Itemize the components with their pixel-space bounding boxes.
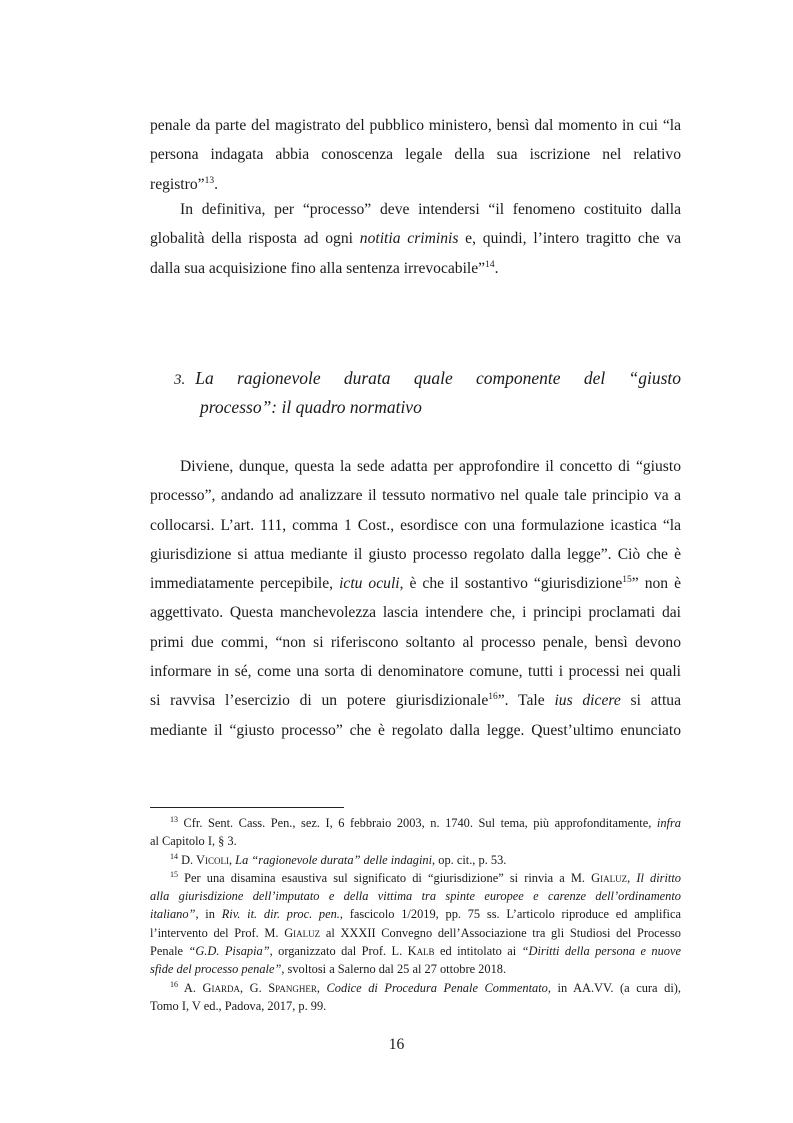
text-line: si ravvisa l’esercizio di un potere giurisdizionale$^{16}$”. Tale ius dicere si attua	[150, 692, 681, 710]
text-line: collocarsi. L’art. 111, comma 1 Cost., esordisce con una formulazione icastica “la	[150, 516, 681, 534]
text-line: dalla sua acquisizione fino alla sentenza irrevocabile”$^{14}$.	[150, 259, 499, 277]
footnote-15-cont: Penale “G.D. Pisapia”, organizzato dal Prof. L. Kalb ed intitolato ai “Diritti della persona e nuove	[150, 944, 681, 959]
text-line: primi due commi, “non si riferiscono soltanto al processo penale, bensì devono	[150, 633, 681, 651]
footnote-ref-16[interactable]: 16	[488, 692, 498, 703]
footnote-separator	[150, 807, 344, 808]
footnote-13: $^{13}$ Cfr. Sent. Cass. Pen., sez. I, 6 febbraio 2003, n. 1740. Sul tema, più approfonditamente, infra	[170, 814, 681, 830]
footnote-15-cont: italiano”, in Riv. it. dir. proc. pen., fascicolo 1/2019, pp. 75 ss. L’articolo riproduce ed amplifica	[150, 907, 681, 922]
text-line: processo”, andando ad analizzare il tessuto normativo nel quale tale principio va a	[150, 487, 681, 505]
text-line: informare in sé, come una sorta di denominatore comune, tutti i processi nei quali	[150, 663, 681, 681]
footnote-13-cont: al Capitolo I, § 3.	[150, 834, 237, 849]
footnote-ref-14[interactable]: 14	[485, 259, 495, 270]
footnote-ref-15[interactable]: 15	[622, 575, 632, 585]
footnote-15-cont: alla giurisdizione dell’imputato e della vittima tra spinte europee e carenze dell’ordinamento	[150, 889, 681, 904]
text-line: In definitiva, per “processo” deve intendersi “il fenomeno costituito dalla	[180, 201, 681, 218]
heading-line-1: 3. La ragionevole durata quale componente del “giusto	[174, 368, 681, 388]
section-heading	[174, 364, 681, 422]
paragraph-giusto-processo	[150, 452, 681, 745]
text-line: mediante il “giusto processo” che è regolato dalla legge. Quest’ultimo enunciato	[150, 721, 681, 739]
footnote-16: $^{16}$ A. Giarda, G. Spangher, Codice di Procedura Penale Commentato, in AA.VV. (a cura di),	[170, 979, 681, 995]
heading-line-2: processo”: il quadro normativo	[200, 397, 422, 417]
footnote-ref-13[interactable]: 13	[204, 175, 215, 186]
paragraph-definition	[150, 195, 681, 283]
footnote-16-cont: Tomo I, V ed., Padova, 2017, p. 99.	[150, 998, 327, 1013]
text-line: aggettivato. Questa manchevolezza lascia intendere che, i principi proclamati dai	[150, 604, 681, 622]
footnote-14: $^{14}$ D. Vicoli, La “ragionevole durata” delle indagini, op. cit., p. 53.	[170, 851, 507, 867]
section-number: 3.	[174, 372, 186, 388]
text-line: globalità della risposta ad ogni notitia criminis e, quindi, l’intero tragitto che va	[150, 230, 681, 248]
paragraph-continuation	[150, 111, 681, 199]
footnote-15-cont: l’intervento del Prof. M. Gialuz al XXXII Convegno dell’Associazione tra gli Studiosi del Processo	[150, 925, 681, 940]
text-line: persona indagata abbia conoscenza legale della sua iscrizione nel relativo	[150, 146, 681, 164]
text-line: penale da parte del magistrato del pubblico ministero, bensì dal momento in cui “la	[150, 117, 681, 134]
text-line: giurisdizione si attua mediante il giusto processo regolato dalla legge”. Ciò che è	[150, 545, 681, 563]
footnote-15: $^{15}$ Per una disamina esaustiva sul significato di “giurisdizione” si rinvia a M. Gialuz, Il diritto	[170, 869, 681, 885]
footnotes	[150, 814, 681, 1015]
text-line: registro”$^{13}$.	[150, 175, 218, 193]
footnote-15-cont: sfide del processo penale”, svoltosi a Salerno dal 25 al 27 ottobre 2018.	[150, 962, 507, 977]
text-line: immediatamente percepibile, ictu oculi, è che il sostantivo “giurisdizione$^{15}$” non è	[150, 575, 681, 593]
text-line: Diviene, dunque, questa la sede adatta per approfondire il concetto di “giusto	[180, 458, 681, 475]
page-number: 16	[388, 1036, 405, 1053]
